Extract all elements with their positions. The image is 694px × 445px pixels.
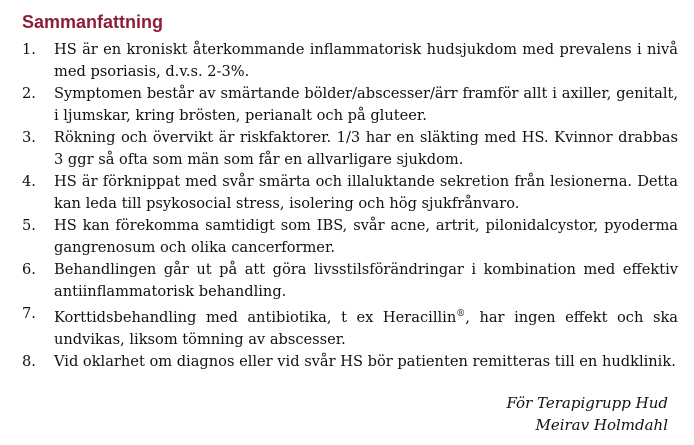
item-number: 8.	[22, 352, 36, 370]
list-item	[22, 351, 678, 373]
item-number: 7.	[22, 305, 36, 322]
list-item	[22, 215, 678, 259]
list-item	[22, 83, 678, 127]
item-number: 6.	[22, 261, 36, 278]
list-item	[22, 171, 678, 215]
summary-list	[22, 39, 678, 373]
signature-author: Meirav Holmdahl	[535, 416, 668, 434]
section-heading: Sammanfattning	[22, 12, 164, 32]
item-text: Symptomen består av smärtande bölder/abscesser/ärr framför allt i axiller, genitalt, i ljumskar, kring brösten, perianalt och på gluteer.	[54, 85, 678, 124]
item-number: 4.	[22, 173, 36, 190]
list-item	[22, 259, 678, 303]
signature-block	[506, 392, 668, 436]
item-number: 3.	[22, 129, 36, 146]
item-text: Rökning och övervikt är riskfaktorer. 1/3 har en släkting med HS. Kvinnor drabbas 3 ggr så ofta som män som får en allvarligare sjukdom.	[54, 129, 678, 168]
item-number: 5.	[22, 217, 36, 234]
item-text: Vid oklarhet om diagnos eller vid svår HS bör patienten remitteras till en hudklinik.	[54, 352, 676, 370]
list-item	[22, 127, 678, 171]
item-number: 2.	[22, 85, 36, 102]
item-text: HS kan förekomma samtidigt som IBS, svår acne, artrit, pilonidalcystor, pyoderma gangrenosum och olika cancerformer.	[54, 217, 678, 256]
registered-mark: ®	[456, 309, 466, 319]
item-text: Behandlingen går ut på att göra livsstilsförändringar i kombination med effektiv antiinflammatorisk behandling.	[54, 261, 678, 300]
item-text-part: , har ingen effekt och ska undvikas, liksom tömning av abscesser.	[54, 308, 678, 348]
item-text-part: Korttidsbehandling med antibiotika, t ex Heracillin	[54, 308, 457, 326]
item-text: HS är förknippat med svår smärta och illaluktande sekretion från lesionerna. Detta kan leda till psykosocial stress, isolering och hög sjukfrånvaro.	[54, 173, 678, 212]
list-item	[22, 39, 678, 83]
list-item	[22, 303, 678, 351]
item-text: HS är en kroniskt återkommande inflammatorisk hudsjukdom med prevalens i nivå med psoriasis, d.v.s. 2-3%.	[54, 41, 678, 80]
item-number: 1.	[22, 41, 36, 58]
item-text	[54, 303, 678, 351]
signature-group: För Terapigrupp Hud	[506, 394, 668, 412]
